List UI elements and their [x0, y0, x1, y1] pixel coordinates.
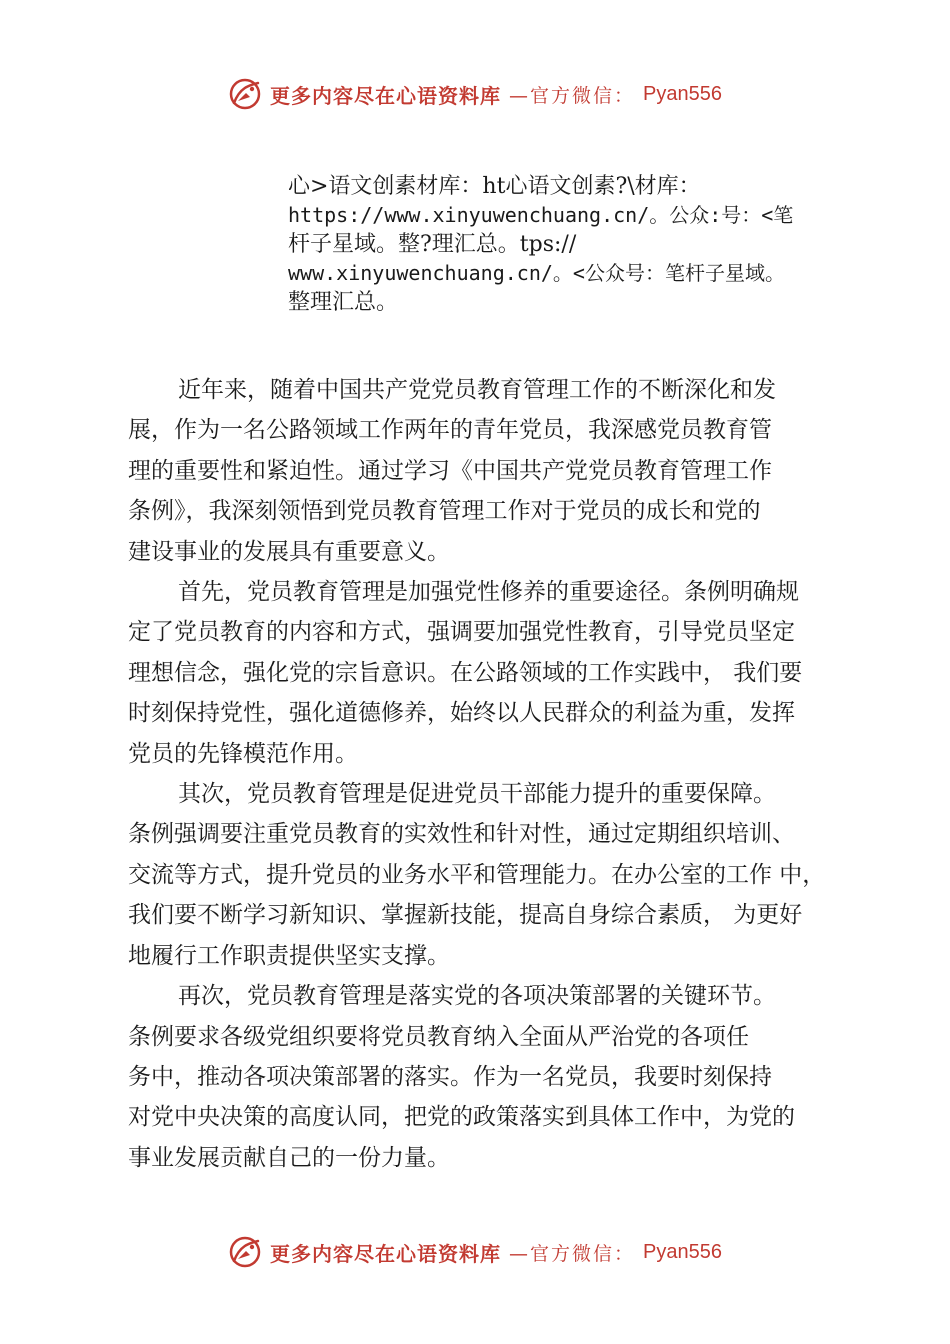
header-banner: [0, 72, 950, 116]
source-notice: [288, 172, 868, 317]
notice-line: https://www.xinyuwenchuang.cn/。公众:号：<笔: [288, 203, 794, 227]
paragraph-line: 事业发展贡献自己的一份力量。: [128, 1144, 450, 1171]
notice-line: www.xinyuwenchuang.cn/。<公众号：笔杆子星域。: [288, 261, 785, 285]
header-official-label: —官方微信：: [509, 84, 636, 107]
paragraph-line: 定了党员教育的内容和方式，强调要加强党性教育，引导党员坚定: [128, 619, 795, 646]
header-wechat-id: Pyan556: [643, 82, 722, 105]
paragraph-line: 我们要不断学习新知识、掌握新技能，提高自身综合素质， 为更好: [128, 902, 803, 929]
paragraph-line: 对党中央决策的高度认同，把党的政策落实到具体工作中，为党的: [128, 1104, 795, 1131]
paragraph-line: 条例要求各级党组织要将党员教育纳入全面从严治党的各项任: [128, 1023, 749, 1050]
paragraph-third: [128, 976, 868, 1178]
notice-line: 心>语文创素材库：ht心语文创素?\材库：: [288, 174, 701, 199]
brand-logo-icon: [228, 77, 262, 111]
paragraph-line: 条例》，我深刻领悟到党员教育管理工作对于党员的成长和党的: [128, 498, 761, 525]
footer-official-label: —官方微信：: [509, 1242, 636, 1265]
footer-banner: [0, 1230, 950, 1274]
paragraph-second: [128, 774, 868, 976]
paragraph-line: 党员的先锋模范作用。: [128, 740, 358, 767]
brand-logo-icon: [228, 1235, 262, 1269]
footer-wechat-id: Pyan556: [643, 1240, 722, 1263]
paragraph-first: [128, 572, 868, 774]
paragraph-line: 地履行工作职责提供坚实支撑。: [128, 942, 450, 969]
paragraph-line: 交流等方式，提升党员的业务水平和管理能力。在办公室的工作 中，: [128, 861, 826, 888]
footer-brand-text: 更多内容尽在心语资料库: [270, 1241, 501, 1266]
paragraph-line: 近年来，随着中国共产党党员教育管理工作的不断深化和发: [178, 377, 776, 403]
paragraph-line: 其次，党员教育管理是促进党员干部能力提升的重要保障。: [178, 781, 776, 808]
paragraph-line: 理想信念，强化党的宗旨意识。在公路领域的工作实践中， 我们要: [128, 659, 803, 686]
paragraph-line: 理的重要性和紧迫性。通过学习《中国共产党党员教育管理工作: [128, 457, 772, 484]
document-body: [128, 370, 868, 1178]
paragraph-line: 建设事业的发展具有重要意义。: [128, 538, 450, 565]
paragraph-line: 务中，推动各项决策部署的落实。作为一名党员，我要时刻保持: [128, 1063, 772, 1090]
paragraph-line: 再次，党员教育管理是落实党的各项决策部署的关键环节。: [178, 983, 776, 1010]
header-brand-text: 更多内容尽在心语资料库: [270, 83, 501, 108]
notice-line: 整理汇总。: [288, 290, 399, 315]
notice-line: 杆子星域。整?理汇总。tps://: [288, 232, 577, 257]
paragraph-intro: [128, 370, 868, 572]
paragraph-line: 条例强调要注重党员教育的实效性和针对性，通过定期组织培训、: [128, 821, 795, 848]
paragraph-line: 展，作为一名公路领域工作两年的青年党员，我深感党员教育管: [128, 417, 772, 444]
paragraph-line: 时刻保持党性，强化道德修养，始终以人民群众的利益为重，发挥: [128, 700, 795, 727]
paragraph-line: 首先，党员教育管理是加强党性修养的重要途径。条例明确规: [178, 579, 799, 606]
